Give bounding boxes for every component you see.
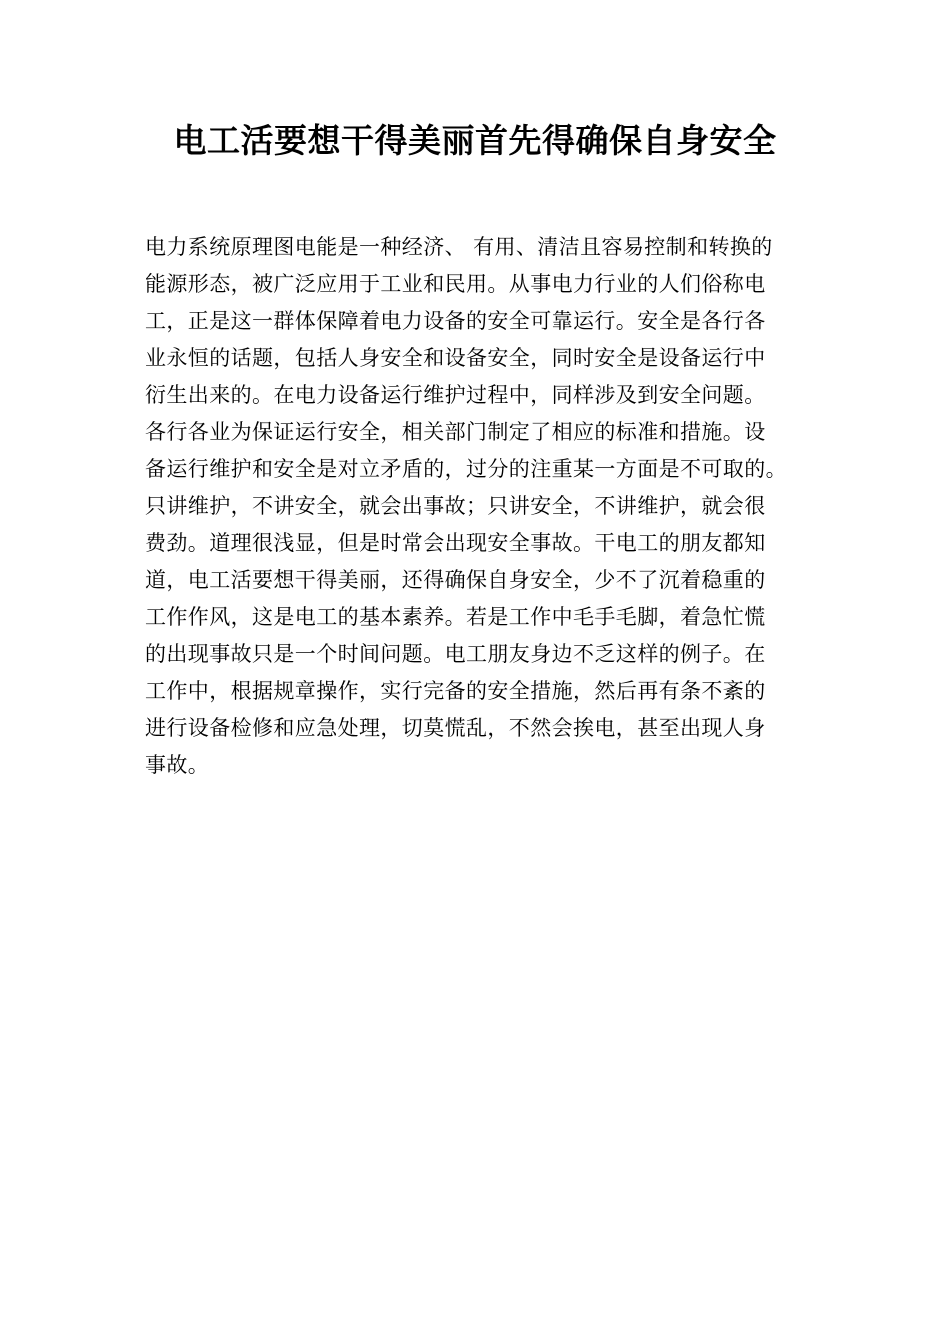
body-line: 进行设备检修和应急处理，切莫慌乱，不然会挨电，甚至出现人身: [145, 716, 766, 740]
body-line: 的出现事故只是一个时间问题。电工朋友身边不乏这样的例子。在: [145, 642, 766, 666]
body-line: 工，正是这一群体保障着电力设备的安全可靠运行。安全是各行各: [145, 309, 766, 333]
body-line: 电力系统原理图电能是一种经济、 有用、清洁且容易控制和转换的: [145, 235, 773, 259]
document-body: [145, 229, 825, 784]
body-line: 道，电工活要想干得美丽，还得确保自身安全，少不了沉着稳重的: [145, 568, 766, 592]
body-line: 备运行维护和安全是对立矛盾的，过分的注重某一方面是不可取的。: [145, 457, 787, 481]
body-line: 只讲维护，不讲安全，就会出事故；只讲安全，不讲维护，就会很: [145, 494, 766, 518]
body-line: 工作中，根据规章操作，实行完备的安全措施，然后再有条不紊的: [145, 679, 766, 703]
body-line: 能源形态，被广泛应用于工业和民用。从事电力行业的人们俗称电: [145, 272, 766, 296]
body-line: 费劲。道理很浅显，但是时常会出现安全事故。干电工的朋友都知: [145, 531, 766, 555]
body-line: 业永恒的话题，包括人身安全和设备安全，同时安全是设备运行中: [145, 346, 766, 370]
body-line: 衍生出来的。在电力设备运行维护过程中，同样涉及到安全问题。: [145, 383, 766, 407]
body-line: 各行各业为保证运行安全，相关部门制定了相应的标准和措施。设: [145, 420, 766, 444]
body-line: 工作作风，这是电工的基本素养。若是工作中毛手毛脚，着急忙慌: [145, 605, 766, 629]
document-title: 电工活要想干得美丽首先得确保自身安全: [173, 121, 777, 160]
body-line: 事故。: [145, 753, 210, 777]
